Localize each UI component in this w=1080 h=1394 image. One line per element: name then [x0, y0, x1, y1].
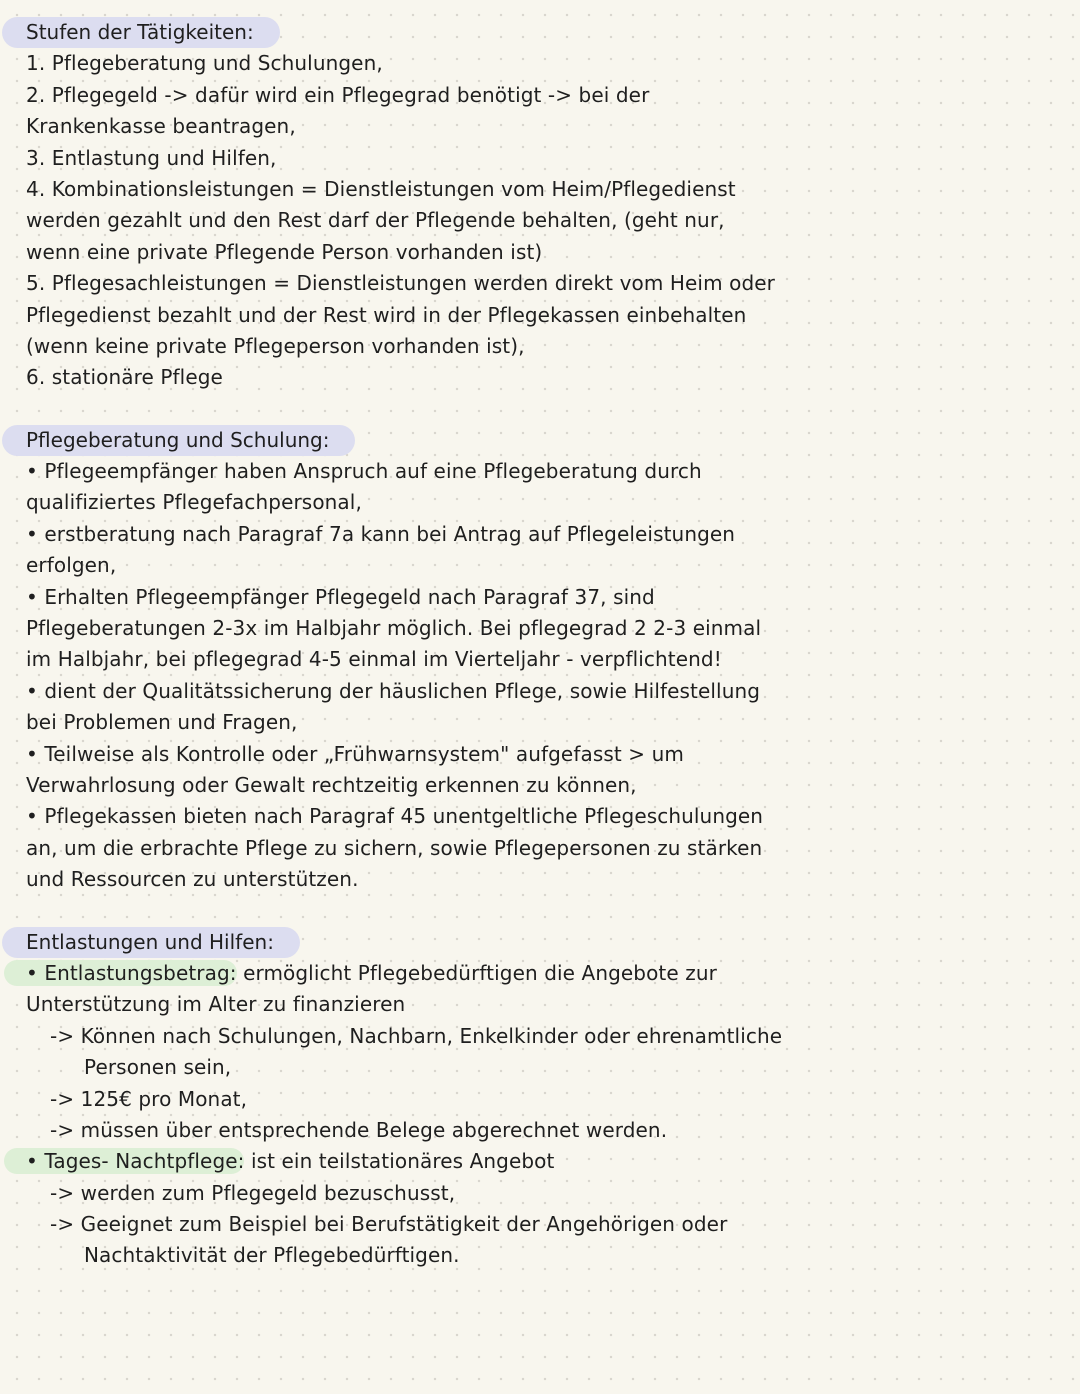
text-line: 1. Pflegeberatung und Schulungen,: [26, 51, 383, 76]
text-line: wenn eine private Pflegende Person vorhanden ist): [26, 239, 543, 264]
text-line: • dient der Qualitätssicherung der häuslichen Pflege, sowie Hilfestellung: [26, 678, 761, 703]
text-line: werden gezahlt und den Rest darf der Pflegende behalten, (geht nur,: [26, 208, 725, 233]
sub-item-line: -> müssen über entsprechende Belege abgerechnet werden.: [50, 1117, 668, 1142]
text-line: Unterstützung im Alter zu finanzieren: [26, 992, 406, 1017]
spacer: [26, 896, 1056, 927]
bullet-line-entlastungsbetrag: [26, 958, 1056, 989]
text-line: 3. Entlastung und Hilfen,: [26, 145, 277, 170]
text-line: 2. Pflegegeld -> dafür wird ein Pflegegrad benötigt -> bei der: [26, 82, 650, 107]
section-heading-pflegeberatung: [26, 425, 1056, 456]
heading-text: Pflegeberatung und Schulung:: [26, 425, 355, 456]
text-line: qualifiziertes Pflegefachpersonal,: [26, 490, 362, 515]
text-line: • Pflegeempfänger haben Anspruch auf eine Pflegeberatung durch: [26, 459, 702, 484]
highlight-entlastungsbetrag: • Entlastungsbetrag:: [26, 960, 237, 985]
text-line: • erstberatung nach Paragraf 7a kann bei Antrag auf Pflegeleistungen: [26, 521, 736, 546]
section-heading-stufen: [26, 17, 1056, 48]
text-fragment: ist ein teilstationäres Angebot: [244, 1149, 555, 1174]
text-line: (wenn keine private Pflegeperson vorhanden ist),: [26, 333, 525, 358]
sub-item-continuation: Personen sein,: [84, 1055, 232, 1080]
text-line: Pflegedienst bezahlt und der Rest wird in der Pflegekassen einbehalten: [26, 302, 747, 327]
highlight-tagespflege: • Tages- Nachtpflege:: [26, 1149, 245, 1174]
notes-page: [26, 17, 1056, 1272]
text-line: erfolgen,: [26, 553, 117, 578]
text-line: und Ressourcen zu unterstützen.: [26, 867, 359, 892]
bullet-line-tagespflege: [26, 1146, 1056, 1177]
sub-item-line: -> Geeignet zum Beispiel bei Berufstätigkeit der Angehörigen oder: [50, 1212, 728, 1237]
text-line: 5. Pflegesachleistungen = Dienstleistungen werden direkt vom Heim oder: [26, 271, 775, 296]
text-line: bei Problemen und Fragen,: [26, 710, 298, 735]
text-line: • Teilweise als Kontrolle oder „Frühwarnsystem" aufgefasst > um: [26, 741, 684, 766]
sub-item-line: -> 125€ pro Monat,: [50, 1086, 248, 1111]
text-line: Verwahrlosung oder Gewalt rechtzeitig erkennen zu können,: [26, 772, 637, 797]
sub-item-continuation: Nachtaktivität der Pflegebedürftigen.: [84, 1243, 460, 1268]
heading-text: Entlastungen und Hilfen:: [26, 927, 300, 958]
text-line: an, um die erbrachte Pflege zu sichern, sowie Pflegepersonen zu stärken: [26, 835, 763, 860]
text-line: Pflegeberatungen 2-3x im Halbjahr möglich. Bei pflegegrad 2 2-3 einmal: [26, 616, 762, 641]
text-line: 4. Kombinationsleistungen = Dienstleistungen vom Heim/Pflegedienst: [26, 176, 736, 201]
text-line: • Pflegekassen bieten nach Paragraf 45 unentgeltliche Pflegeschulungen: [26, 804, 764, 829]
text-fragment: ermöglicht Pflegebedürftigen die Angebote zur: [236, 960, 717, 985]
sub-item-line: -> werden zum Pflegegeld bezuschusst,: [50, 1180, 456, 1205]
text-line: im Halbjahr, bei pflegegrad 4-5 einmal im Vierteljahr - verpflichtend!: [26, 647, 722, 672]
sub-item-line: -> Können nach Schulungen, Nachbarn, Enkelkinder oder ehrenamtliche: [50, 1023, 783, 1048]
text-line: Krankenkasse beantragen,: [26, 114, 296, 139]
section-heading-entlastungen: [26, 927, 1056, 958]
text-line: • Erhalten Pflegeempfänger Pflegegeld nach Paragraf 37, sind: [26, 584, 655, 609]
heading-text: Stufen der Tätigkeiten:: [26, 17, 280, 48]
spacer: [26, 394, 1056, 425]
text-line: 6. stationäre Pflege: [26, 365, 223, 390]
